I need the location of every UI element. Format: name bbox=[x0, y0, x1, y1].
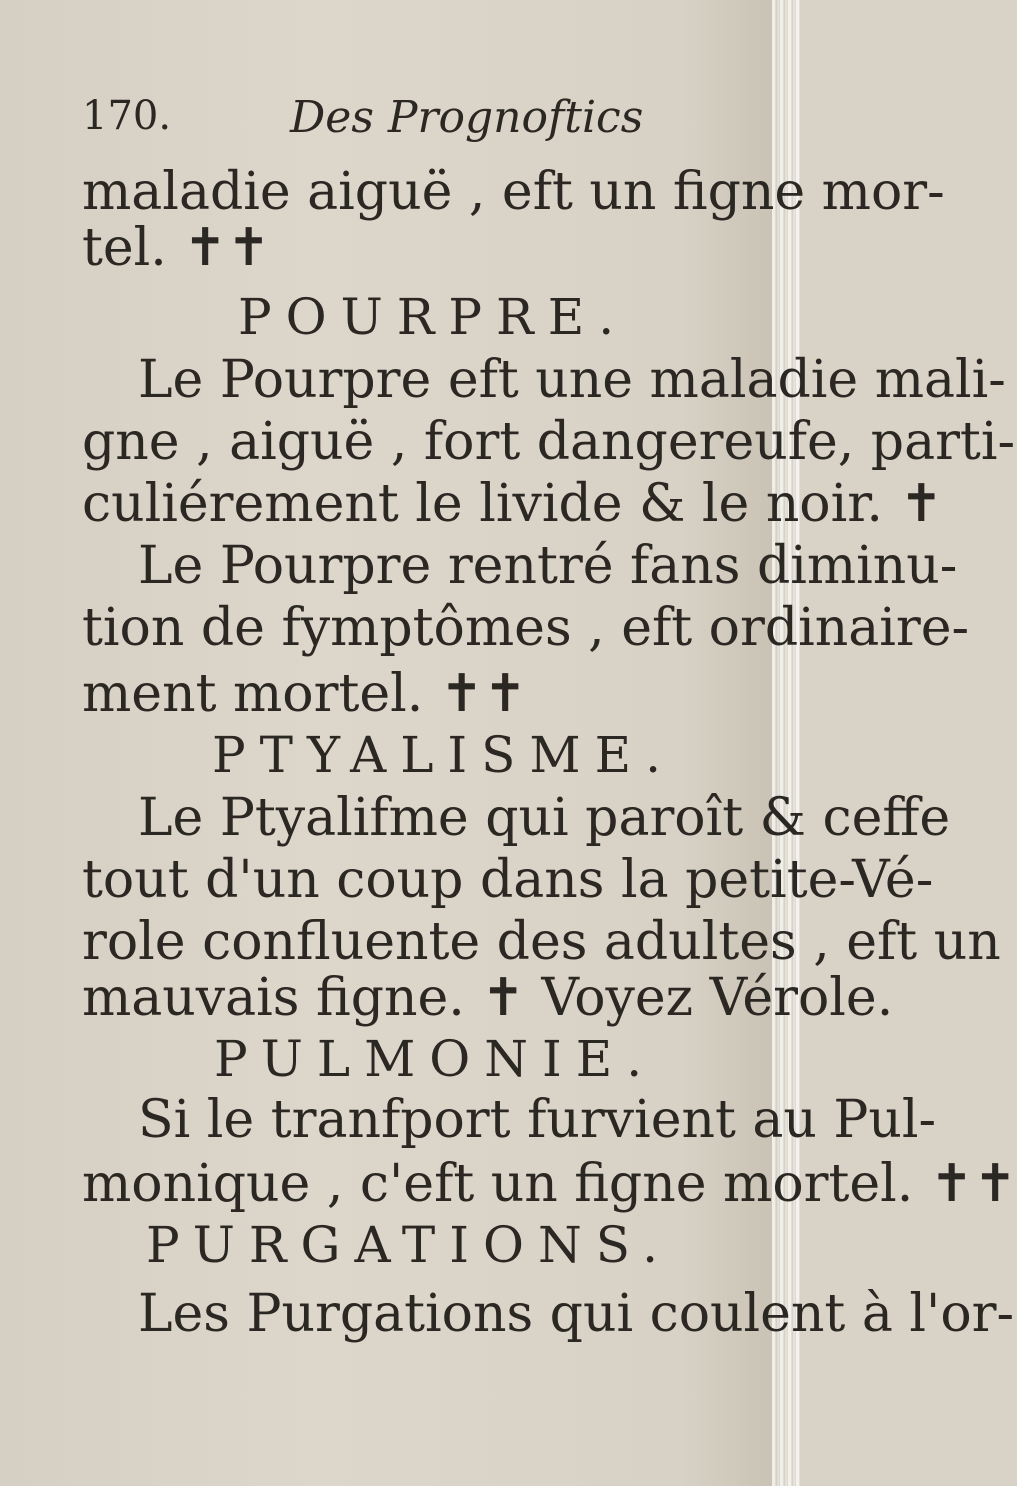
page-number: 170. bbox=[82, 93, 172, 139]
page-edge bbox=[772, 0, 800, 1486]
book-page: 170. Des Prognoftics maladie aiguë , eft un figne mor- tel. ✝✝ POURPRE. Le Pourpre eft une maladie mali- gne , aiguë , fort dangereufe, parti- culiérement le livide & le noir. ✝ Le Pourpre rentré fans diminu- tion de fymptômes , eft ordinaire- ment mortel. ✝✝ PTYALISME. Le Ptyalifme qui paroît & ceffe tout d'un coup dans la petite-Vé- role confluente des adultes , eft un mauvais figne. ✝ Voyez Vérole. PULMONIE. Si le tranfport furvient au Pul- monique , c'eft un figne mortel. ✝✝ PURGATIONS. Les Purgations qui coulent à l'or- bbox=[0, 0, 800, 1486]
running-title: Des Prognoftics bbox=[290, 92, 644, 143]
